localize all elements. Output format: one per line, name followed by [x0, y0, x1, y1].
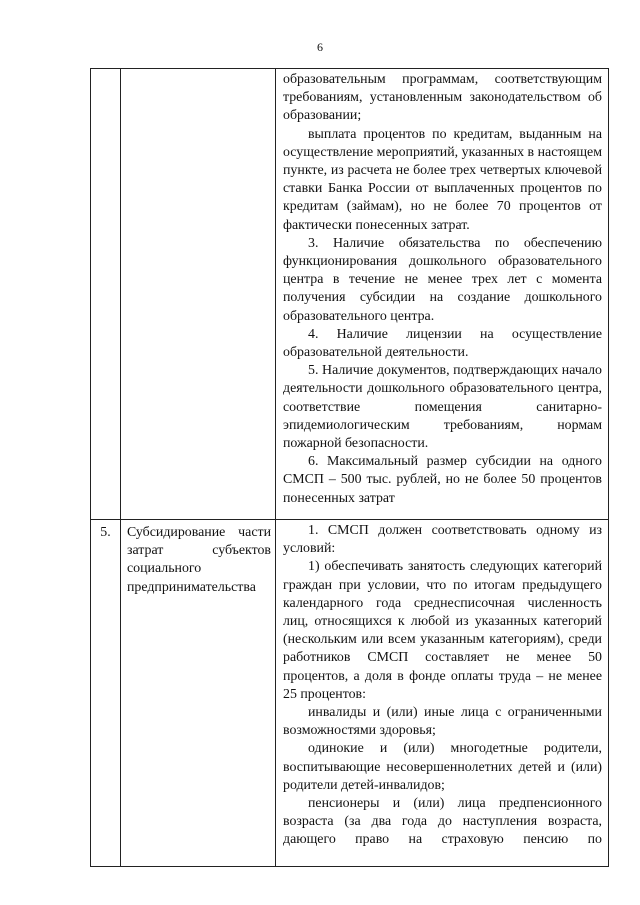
- measures-table: [90, 68, 609, 867]
- row-number-cell: [91, 69, 121, 520]
- conditions-cell: [276, 520, 609, 867]
- condition-paragraph: выплата процентов по кредитам, выданным на осуществление мероприятий, указанных в настоящем пункте, из расчета не более трех четвертых ключевой ставки Банка России от выплаченных процентов по кредитам (займам), но не более 70 процентов от фактически понесенных затрат.: [283, 126, 602, 233]
- condition-paragraph: инвалиды и (или) иные лица с ограниченными возможностями здоровья;: [283, 705, 602, 739]
- table-row: [91, 69, 609, 520]
- table-row: [91, 520, 609, 867]
- condition-paragraph: образовательным программам, соответствующим требованиям, установленным законодательством об образовании;: [283, 72, 602, 124]
- condition-paragraph: 1) обеспечивать занятость следующих категорий граждан при условии, что по итогам предыдущего календарного года среднесписочная численность лиц, относящихся к любой из указанных категорий (нескольким или всем указанным категориям), среди работников СМСП составляет не менее 50 процентов, а доля в фонде оплаты труда – не менее 25 процентов:: [283, 559, 602, 702]
- conditions-cell: [276, 69, 609, 520]
- row-number-cell: 5.: [91, 520, 121, 867]
- measure-name-cell: [121, 69, 276, 520]
- measure-name-cell: Субсидирование части затрат субъектов социального предпринимательства: [121, 520, 276, 867]
- condition-paragraph: 3. Наличие обязательства по обеспечению функционирования дошкольного образовательного центра в течение не менее трех лет с момента получения субсидии на создание дошкольного образовательного центра.: [283, 235, 602, 324]
- condition-paragraph: 4. Наличие лицензии на осуществление образовательной деятельности.: [283, 326, 602, 361]
- condition-paragraph: одинокие и (или) многодетные родители, воспитывающие несовершеннолетних детей и (или) родители детей-инвалидов;: [283, 741, 602, 793]
- page-number: 6: [317, 40, 323, 54]
- condition-paragraph: пенсионеры и (или) лица предпенсионного возраста (за два года до наступления возраста, дающего право на страховую пенсию по: [283, 796, 602, 848]
- condition-paragraph: 6. Максимальный размер субсидии на одного СМСП – 500 тыс. рублей, но не более 50 процентов понесенных затрат: [283, 454, 602, 506]
- condition-paragraph: 5. Наличие документов, подтверждающих начало деятельности дошкольного образовательного центра, соответствие помещения санитарно-эпидемиологическим требованиям, нормам пожарной безопасности.: [283, 363, 602, 452]
- condition-paragraph: 1. СМСП должен соответствовать одному из условий:: [283, 523, 602, 557]
